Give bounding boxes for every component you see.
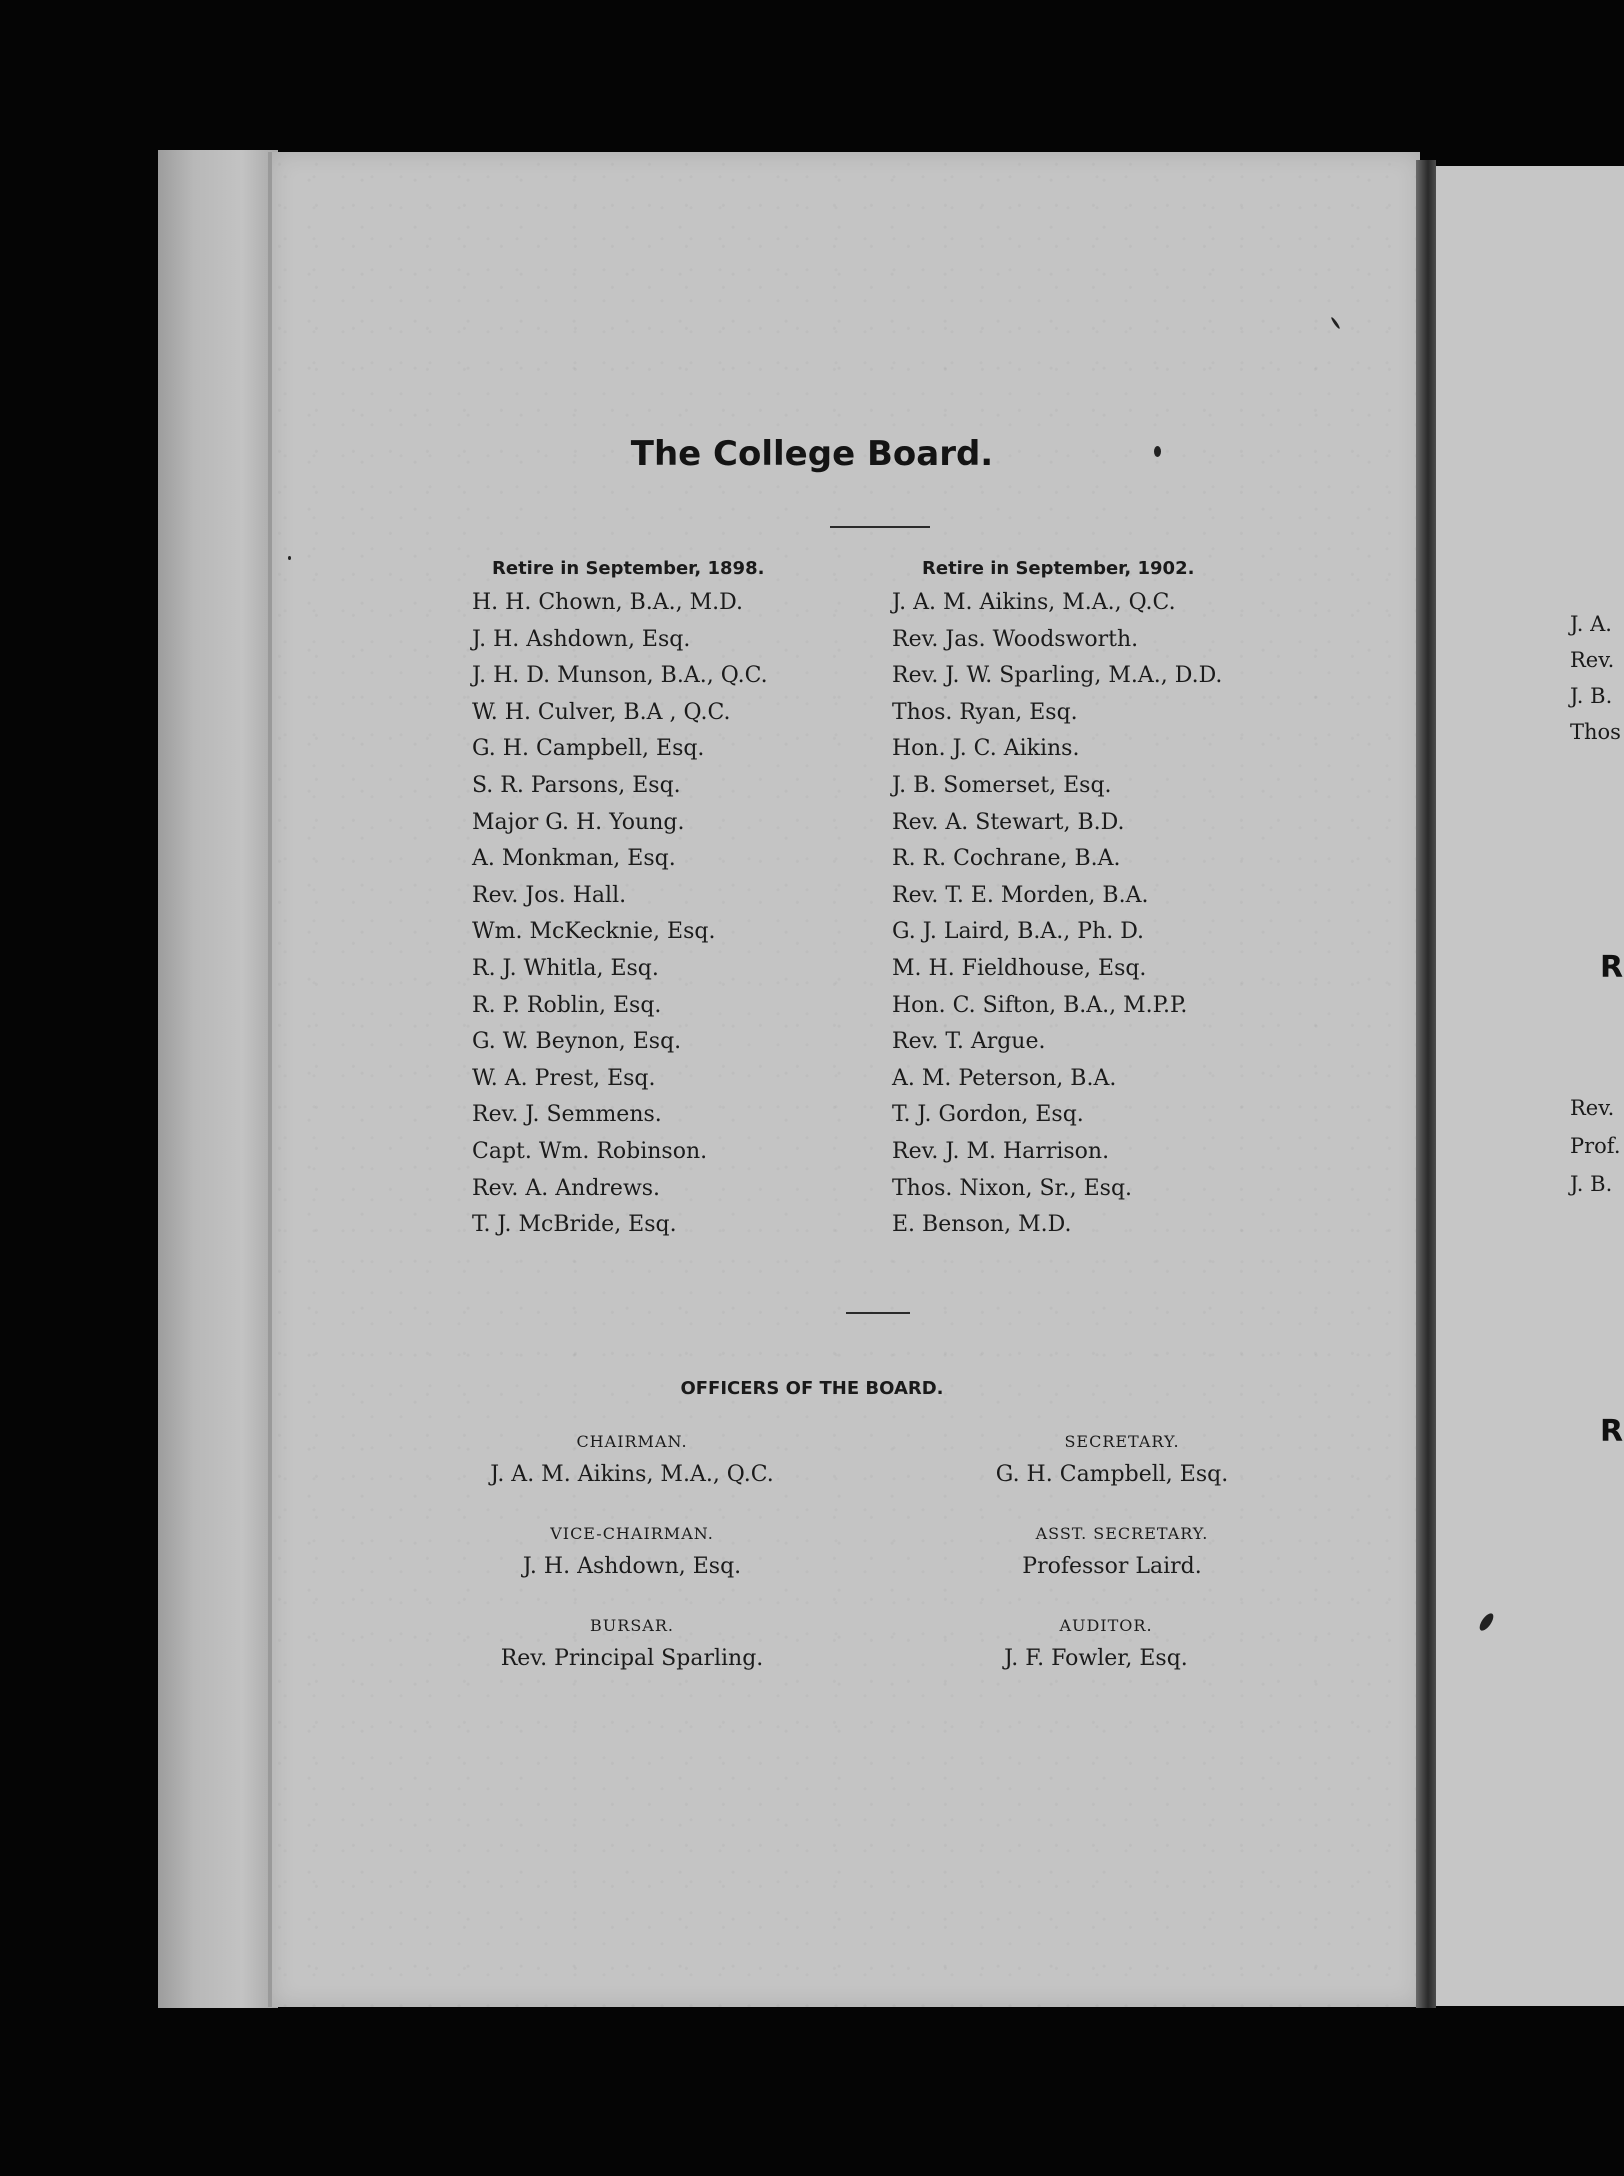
asst-secretary-role: ASST. SECRETARY. <box>1035 1524 1209 1543</box>
secretary-role: SECRETARY. <box>1064 1432 1180 1451</box>
member-name: R. P. Roblin, Esq. <box>472 992 662 1018</box>
member-name: Rev. T. E. Morden, B.A. <box>892 882 1149 908</box>
ink-speck <box>288 556 291 560</box>
fragment-heading: R <box>1600 950 1624 985</box>
bursar-name: Rev. Principal Sparling. <box>500 1646 764 1671</box>
asst-secretary-name: Professor Laird. <box>1022 1554 1202 1579</box>
page-title: The College Board. <box>630 434 994 474</box>
fragment-line: J. B. <box>1570 684 1613 708</box>
member-name: J. H. Ashdown, Esq. <box>472 626 691 652</box>
fragment-heading: R <box>1600 1414 1624 1449</box>
bursar-role: BURSAR. <box>590 1616 674 1635</box>
vice-chairman-role: VICE-CHAIRMAN. <box>550 1524 714 1543</box>
fragment-line: Rev. <box>1570 1096 1615 1120</box>
member-name: E. Benson, M.D. <box>892 1212 1072 1238</box>
member-name: W. H. Culver, B.A , Q.C. <box>472 699 731 725</box>
ink-speck <box>1154 446 1161 457</box>
member-name: J. H. D. Munson, B.A., Q.C. <box>472 663 768 689</box>
member-name: W. A. Prest, Esq. <box>472 1065 656 1091</box>
member-name: J. A. M. Aikins, M.A., Q.C. <box>892 590 1176 615</box>
member-name: Major G. H. Young. <box>472 809 685 835</box>
member-name: R. J. Whitla, Esq. <box>472 955 659 981</box>
member-name: Rev. A. Andrews. <box>472 1175 661 1201</box>
member-name: Capt. Wm. Robinson. <box>472 1138 708 1164</box>
left-member-list <box>472 585 768 1244</box>
member-name: Hon. J. C. Aikins. <box>892 736 1080 762</box>
member-name: Rev. Jas. Woodsworth. <box>892 626 1139 652</box>
member-name: T. J. McBride, Esq. <box>472 1212 677 1238</box>
chairman-name: J. A. M. Aikins, M.A., Q.C. <box>490 1462 774 1487</box>
vice-chairman-name: J. H. Ashdown, Esq. <box>522 1554 742 1579</box>
fragment-line: Prof. <box>1570 1134 1621 1158</box>
auditor-name: J. F. Fowler, Esq. <box>1004 1646 1188 1671</box>
member-name: Wm. McKecknie, Esq. <box>472 919 716 945</box>
member-name: Rev. J. Semmens. <box>472 1102 662 1128</box>
left-column-heading: Retire in September, 1898. <box>492 558 765 579</box>
member-name: R. R. Cochrane, B.A. <box>892 846 1121 872</box>
member-name: Hon. C. Sifton, B.A., M.P.P. <box>892 992 1188 1018</box>
member-name: Rev. A. Stewart, B.D. <box>892 809 1125 835</box>
member-name: Thos. Nixon, Sr., Esq. <box>892 1175 1133 1201</box>
right-member-list <box>892 585 1222 1244</box>
member-name: Rev. T. Argue. <box>892 1029 1046 1055</box>
fragment-line: Rev. <box>1570 648 1615 672</box>
officers-heading: OFFICERS OF THE BOARD. <box>680 1378 944 1399</box>
member-name: H. H. Chown, B.A., M.D. <box>472 590 743 615</box>
member-name: G. H. Campbell, Esq. <box>472 736 705 762</box>
auditor-role: AUDITOR. <box>1059 1616 1153 1635</box>
member-name: Rev. J. W. Sparling, M.A., D.D. <box>892 663 1223 689</box>
member-name: Rev. Jos. Hall. <box>472 882 627 908</box>
member-name: S. R. Parsons, Esq. <box>472 772 681 798</box>
fragment-line: J. A. <box>1570 612 1612 636</box>
chairman-role: CHAIRMAN. <box>576 1432 688 1451</box>
member-name: M. H. Fieldhouse, Esq. <box>892 955 1147 981</box>
secretary-name: G. H. Campbell, Esq. <box>995 1462 1229 1487</box>
title-rule <box>830 526 930 528</box>
member-name: G. J. Laird, B.A., Ph. D. <box>892 919 1145 945</box>
book-page <box>268 152 1420 2007</box>
member-name: G. W. Beynon, Esq. <box>472 1029 682 1055</box>
member-name: A. Monkman, Esq. <box>472 846 676 872</box>
member-name: J. B. Somerset, Esq. <box>892 772 1112 798</box>
member-name: T. J. Gordon, Esq. <box>892 1102 1084 1128</box>
underlying-page-edge <box>158 150 278 2008</box>
member-name: Thos. Ryan, Esq. <box>892 699 1078 725</box>
section-rule <box>846 1312 910 1314</box>
member-name: A. M. Peterson, B.A. <box>892 1065 1117 1091</box>
fragment-line: J. B. <box>1570 1172 1613 1196</box>
member-name: Rev. J. M. Harrison. <box>892 1138 1110 1164</box>
fragment-line: Thos <box>1570 720 1621 744</box>
right-column-heading: Retire in September, 1902. <box>922 558 1195 579</box>
